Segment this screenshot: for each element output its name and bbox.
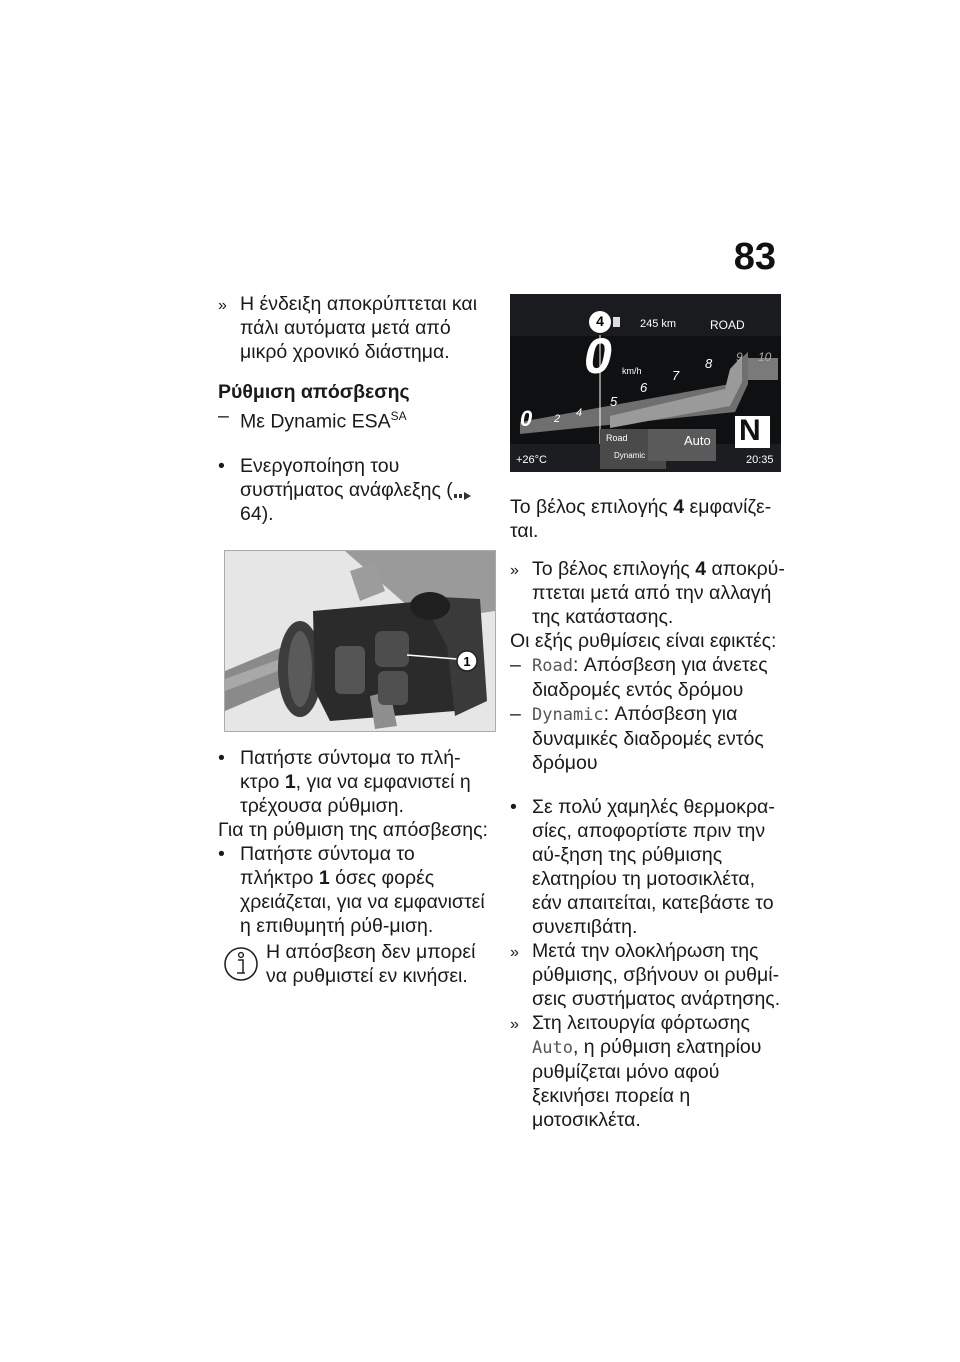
option-code: Auto [532, 1038, 573, 1058]
dash-text: : Απόσβεση για δυναμικές διαδρομές εντός δρόμου [532, 703, 764, 774]
dash-marker [510, 653, 530, 677]
dash-text: Με Dynamic ESA [240, 410, 391, 433]
rpm-label: 5 [610, 394, 618, 409]
result-item [510, 557, 785, 629]
page-reference-arrow-icon [453, 484, 473, 496]
option-dynamic: Dynamic [614, 451, 646, 460]
rpm-label: 10 [758, 350, 772, 364]
result-text: Στη λειτουργία φόρτωσης [532, 1012, 750, 1034]
bullet-item [218, 454, 493, 526]
clock-readout: 20:35 [746, 454, 774, 466]
option-code: Road [532, 656, 573, 676]
bullet-marker [218, 842, 238, 866]
bullet-marker [218, 746, 238, 770]
handlebar-control-photo [224, 550, 496, 732]
riding-mode-label: ROAD [710, 318, 745, 332]
paragraph-text: Το βέλος επιλογής [510, 496, 674, 518]
rpm-label: 0 [520, 406, 533, 431]
option-road: Road [606, 433, 628, 443]
dash-marker [510, 702, 530, 726]
rpm-label: 6 [640, 380, 648, 395]
bullet-marker [218, 454, 238, 478]
rpm-label: 8 [705, 356, 713, 371]
result-text: Η ένδειξη αποκρύπτεται και πάλι αυτόματα μετά από μικρό χρονικό διάστημα. [240, 293, 478, 363]
bullet-text: , για να εμφανιστεί η τρέχουσα ρύθμιση. [240, 770, 471, 817]
result-text: Το βέλος επιλογής [532, 558, 696, 580]
rpm-label: 7 [672, 368, 680, 383]
bullet-text: Σε πολύ χαμηλές θερμοκρα-σίες, αποφορτίστε πριν την αύ-ξηση της ρύθμισης ελατηρίου τη μοτοσικλέτα, εάν απαιτείται, κατεβάστε το συνεπιβάτη. [532, 796, 775, 938]
paragraph-text: εμφανίζε-ται. [510, 496, 772, 542]
result-text: , η ρύθμιση ελατηρίου ρυθμίζεται μόνο αφού ξεκινήσει πορεία η μοτοσικλέτα. [532, 1036, 762, 1131]
rpm-label: 2 [554, 413, 561, 425]
result-text: αποκρύ-πτεται μετά από την αλλαγή της κατάστασης. [532, 558, 785, 628]
bullet-text: όσες φορές χρειάζεται, για να εμφανιστεί η επιθυμητή ρύθ-μιση. [240, 866, 485, 937]
dash-item [218, 404, 493, 434]
result-item [510, 1011, 785, 1132]
section-heading: Ρύθμιση απόσβεσης [218, 381, 410, 403]
note-text: Η απόσβεση δεν μπορεί να ρυθμιστεί εν κινήσει. [266, 940, 476, 987]
rpm-label: 4 [576, 407, 583, 419]
temperature-readout: +26°C [516, 454, 548, 466]
result-marker [218, 292, 238, 318]
paragraph [510, 495, 785, 543]
bullet-marker [510, 795, 530, 819]
dash-text: : Απόσβεση για άνετες διαδρομές εντός δρόμου [532, 654, 768, 701]
button-number: 1 [318, 866, 330, 889]
paragraph: Οι εξής ρυθμίσεις είναι εφικτές: [510, 630, 777, 652]
result-text: Μετά την ολοκλήρωση της ρύθμισης, σβήνουν οι ρυθμί-σεις συστήματος ανάρτησης. [532, 940, 781, 1010]
paragraph: Για τη ρύθμιση της απόσβεσης: [218, 818, 488, 841]
arrow-number: 4 [673, 496, 685, 518]
sa-superscript: SA [390, 409, 407, 423]
photo-callout: 1 [463, 653, 471, 669]
speed-unit: km/h [622, 366, 642, 376]
result-marker [510, 1011, 530, 1037]
dash-marker [218, 404, 238, 428]
speed-readout: 0 [584, 328, 612, 384]
left-column [218, 292, 493, 988]
dash-item [510, 702, 785, 775]
arrow-number: 4 [695, 558, 707, 580]
result-item [510, 939, 785, 1011]
page-reference: 64). [240, 502, 274, 525]
page-number: 83 [733, 236, 776, 278]
bullet-item [510, 795, 785, 939]
option-auto: Auto [684, 433, 711, 448]
info-icon [224, 946, 258, 982]
bullet-item [218, 842, 493, 938]
result-marker [510, 939, 530, 965]
right-column [510, 495, 785, 1132]
bullet-text: Ενεργοποίηση του συστήματος ανάφλεξης ( [240, 454, 453, 501]
option-code: Dynamic [532, 705, 604, 725]
result-item [218, 292, 493, 364]
gear-indicator: N [739, 414, 761, 447]
bullet-text: Πατήστε σύντομα το πλήκτρο [240, 842, 415, 889]
info-note [218, 940, 493, 988]
bullet-text: Πατήστε σύντομα το πλή-κτρο [240, 746, 461, 793]
dash-item [510, 653, 785, 702]
button-number: 1 [284, 770, 296, 793]
result-marker [510, 557, 530, 583]
display-callout: 4 [596, 313, 604, 329]
rpm-label: 9 [736, 350, 743, 364]
tft-display [510, 294, 781, 472]
range-readout: 245 km [640, 318, 677, 330]
bullet-item [218, 746, 493, 818]
